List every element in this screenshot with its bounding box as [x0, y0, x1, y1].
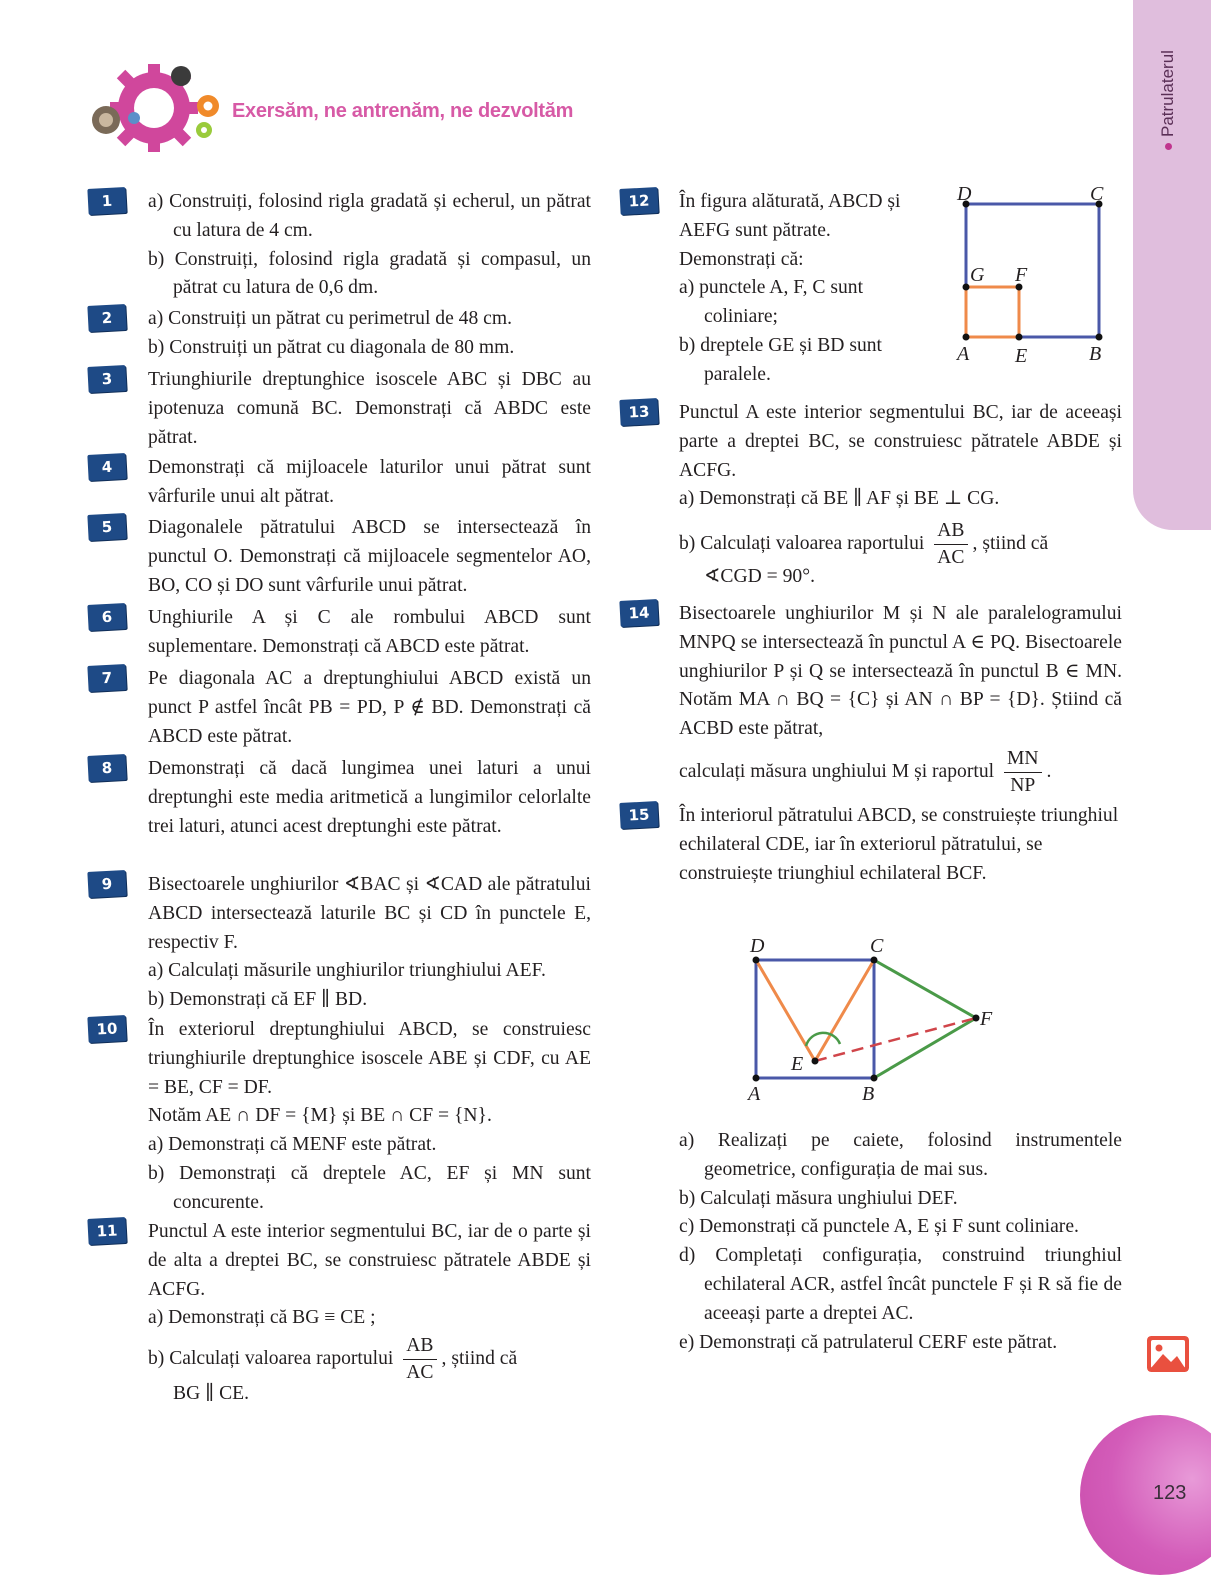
- exercise-5: [148, 514, 591, 600]
- exercise-8-text: Demonstrați că dacă lungimea unei laturi a unui dreptunghi este media aritmetică a lungimilor celorlalte trei laturi, atunci acest dreptunghi este pătrat.: [148, 758, 591, 837]
- exercise-6-text: Unghiurile A și C ale rombului ABCD sunt suplementare. Demonstrați că ABCD este pătrat.: [148, 607, 591, 657]
- exercise-4-badge: 4: [87, 453, 126, 481]
- exercise-15-c: c) Demonstrați că punctele A, E și F sunt coliniare.: [679, 1216, 1079, 1238]
- exercise-9-b: b) Demonstrați că EF ∥ BD.: [148, 989, 368, 1011]
- triangle-bcf: [874, 960, 976, 1078]
- label-e: E: [1015, 345, 1028, 367]
- corner-decoration: [1080, 1415, 1211, 1575]
- bullet-icon: [1165, 143, 1172, 150]
- figure-15: [740, 930, 1010, 1110]
- exercise-2-b: b) Construiți un pătrat cu diagonala de 80 mm.: [148, 336, 515, 358]
- label-f: F: [1015, 264, 1028, 286]
- fraction-numerator: MN: [1004, 746, 1042, 773]
- exercise-15-text: În interiorul pătratului ABCD, se construiește triunghiul echilateral CDE, iar în exteriorul pătratului, se construiește triunghiul echilateral BCF.: [679, 805, 1119, 884]
- exercise-15-a: a) Realizați pe caiete, folosind instrumentele geometrice, configurația de mai sus.: [679, 1130, 1122, 1180]
- label-d: D: [750, 935, 765, 957]
- exercise-14: [679, 600, 1122, 799]
- label-c: C: [1090, 183, 1104, 205]
- exercise-9-text: Bisectoarele unghiurilor ∢BAC și ∢CAD ale pătratului ABCD intersectează laturile BC și CD în punctele E, respectiv F.: [148, 874, 591, 953]
- fraction-denominator: NP: [1010, 774, 1036, 796]
- exercise-5-badge: 5: [87, 513, 126, 541]
- exercise-11-badge: 11: [87, 1217, 126, 1245]
- exercise-13-badge: 13: [619, 398, 658, 426]
- fraction-ab-ac: [934, 518, 967, 571]
- exercise-10-text: În exteriorul dreptunghiului ABCD, se construiesc triunghiurile dreptunghice isoscele ABE și CDF, cu AE = BE, CF = DF.: [148, 1019, 591, 1098]
- label-e: E: [791, 1053, 804, 1075]
- exercise-3: [148, 366, 591, 452]
- label-a: A: [748, 1083, 761, 1105]
- exercise-2-badge: 2: [87, 304, 126, 332]
- segment-ef: [815, 1018, 976, 1061]
- exercise-12-b: b) dreptele GE și BD sunt paralele.: [679, 334, 882, 385]
- exercise-4: [148, 454, 591, 512]
- fraction-numerator: AB: [934, 518, 967, 545]
- exercise-12-text2: Demonstrați că:: [679, 248, 804, 270]
- exercise-11-text: Punctul A este interior segmentului BC, iar de o parte și de alta a dreptei BC, se construiesc pătratele ABDE și ACFG.: [148, 1221, 591, 1300]
- exercise-12-badge: 12: [619, 187, 658, 215]
- exercise-11-a: a) Demonstrați că BG ≡ CE ;: [148, 1307, 376, 1329]
- exercise-7-badge: 7: [87, 664, 126, 692]
- page-number: 123: [1153, 1482, 1187, 1504]
- square-aefg: [966, 287, 1019, 337]
- exercise-15-b: b) Calculați măsura unghiului DEF.: [679, 1187, 958, 1209]
- label-a: A: [957, 343, 970, 365]
- label-d: D: [957, 183, 972, 205]
- label-b: B: [1089, 343, 1102, 365]
- exercise-3-badge: 3: [87, 365, 126, 393]
- exercise-11-b-post: , știind că: [441, 1348, 518, 1370]
- exercise-14-post: .: [1046, 760, 1052, 782]
- exercise-13-text: Punctul A este interior segmentului BC, iar de aceeași parte a dreptei BC, se construiesc pătratele ABDE și ACFG.: [679, 402, 1122, 481]
- exercise-14-badge: 14: [619, 599, 658, 627]
- exercise-15-e: e) Demonstrați că patrulaterul CERF este pătrat.: [679, 1331, 1058, 1353]
- exercise-10-a: a) Demonstrați că MENF este pătrat.: [148, 1134, 437, 1156]
- exercise-2: [148, 305, 591, 363]
- exercise-13-b-end: ∢CGD = 90°.: [704, 566, 815, 588]
- gears-logo-icon: [86, 58, 226, 158]
- exercise-15-d: d) Completați configurația, construind triunghiul echilateral ACR, astfel încât punctele F și R să fie de aceeași parte a dreptei AC.: [679, 1245, 1122, 1324]
- image-icon[interactable]: [1147, 1336, 1189, 1372]
- exercise-13-b-pre: b) Calculați valoarea raportului: [679, 533, 925, 555]
- exercise-7-text: Pe diagonala AC a dreptunghiului ABCD există un punct P astfel încât PB = PD, P ∉ BD. Demonstrați că ABCD este pătrat.: [148, 668, 591, 747]
- exercise-10: [148, 1016, 591, 1218]
- fraction-ab-ac: [403, 1333, 436, 1386]
- exercise-6-badge: 6: [87, 603, 126, 631]
- exercise-13-b-post: , știind că: [972, 533, 1049, 555]
- exercise-14-pre: calculați măsura unghiului M și raportul: [679, 760, 995, 782]
- section-title: Exersăm, ne antrenăm, ne dezvoltăm: [232, 100, 574, 122]
- fraction-numerator: AB: [403, 1333, 436, 1360]
- exercise-6: [148, 604, 591, 662]
- exercise-5-text: Diagonalele pătratului ABCD se intersectează în punctul O. Demonstrați că mijloacele segmentelor AO, BO, CO și DO sunt vârfurile unui pătrat.: [148, 517, 591, 596]
- exercise-11-b-end: BG ∥ CE.: [173, 1383, 250, 1405]
- exercise-14-question: [679, 746, 1122, 799]
- exercise-8-badge: 8: [87, 754, 126, 782]
- exercise-4-text: Demonstrați că mijloacele laturilor unui pătrat sunt vârfurile unui alt pătrat.: [148, 457, 591, 507]
- exercise-11-b-pre: b) Calculați valoarea raportului: [148, 1348, 394, 1370]
- exercise-10-badge: 10: [87, 1015, 126, 1043]
- exercise-7: [148, 665, 591, 751]
- label-g: G: [970, 264, 985, 286]
- exercise-14-text: Bisectoarele unghiurilor M și N ale paralelogramului MNPQ se intersectează în punctul A ∈ PQ. Bisectoarele unghiurilor P și Q se intersectează în punctul B ∈ MN. Notăm MA ∩ BQ = {C} și AN ∩ BP = {D}. Știind că ACBD este pătrat,: [679, 603, 1122, 740]
- exercise-15-tasks: [679, 1127, 1122, 1357]
- fraction-denominator: AC: [937, 547, 965, 569]
- label-c: C: [870, 935, 884, 957]
- exercise-12-text: În figura alăturată, ABCD și AEFG sunt pătrate.: [679, 191, 901, 241]
- exercise-1: [148, 188, 591, 303]
- triangle-cde: [756, 960, 874, 1061]
- exercise-15: [679, 802, 1119, 888]
- side-tab-label: Patrulaterul: [1158, 50, 1178, 150]
- exercise-12-a: a) punctele A, F, C sunt coliniare;: [679, 277, 864, 328]
- exercise-9-a: a) Calculați măsurile unghiurilor triunghiului AEF.: [148, 960, 546, 982]
- exercise-11: [148, 1218, 591, 1409]
- exercise-13: [679, 399, 1122, 592]
- exercise-9-badge: 9: [87, 870, 126, 898]
- exercise-12: [679, 188, 941, 390]
- label-f: F: [980, 1008, 993, 1030]
- exercise-1-a: a) Construiți, folosind rigla gradată și echerul, un pătrat cu latura de 4 cm.: [148, 191, 591, 241]
- fraction-mn-np: [1004, 746, 1042, 799]
- exercise-3-text: Triunghiurile dreptunghice isoscele ABC și DBC au ipotenuza comună BC. Demonstrați că ABDC este pătrat.: [148, 369, 591, 448]
- label-b: B: [862, 1083, 875, 1105]
- figure-12: [945, 180, 1125, 370]
- exercise-10-b: b) Demonstrați că dreptele AC, EF și MN sunt concurente.: [148, 1162, 591, 1213]
- fraction-denominator: AC: [406, 1362, 434, 1384]
- exercise-11-b: [148, 1333, 591, 1386]
- exercise-15-badge: 15: [619, 801, 658, 829]
- exercise-1-badge: 1: [87, 187, 126, 215]
- exercise-10-text2: Notăm AE ∩ DF = {M} și BE ∩ CF = {N}.: [148, 1105, 492, 1127]
- square-abcd: [966, 204, 1099, 337]
- exercise-9: [148, 871, 591, 1015]
- angle-arc: [806, 1033, 840, 1046]
- exercise-13-a: a) Demonstrați că BE ∥ AF și BE ⊥ CG.: [679, 488, 1000, 510]
- exercise-1-b: b) Construiți, folosind rigla gradată și compasul, un pătrat cu latura de 0,6 dm.: [148, 248, 591, 299]
- exercise-8: [148, 755, 591, 841]
- exercise-2-a: a) Construiți un pătrat cu perimetrul de 48 cm.: [148, 308, 513, 329]
